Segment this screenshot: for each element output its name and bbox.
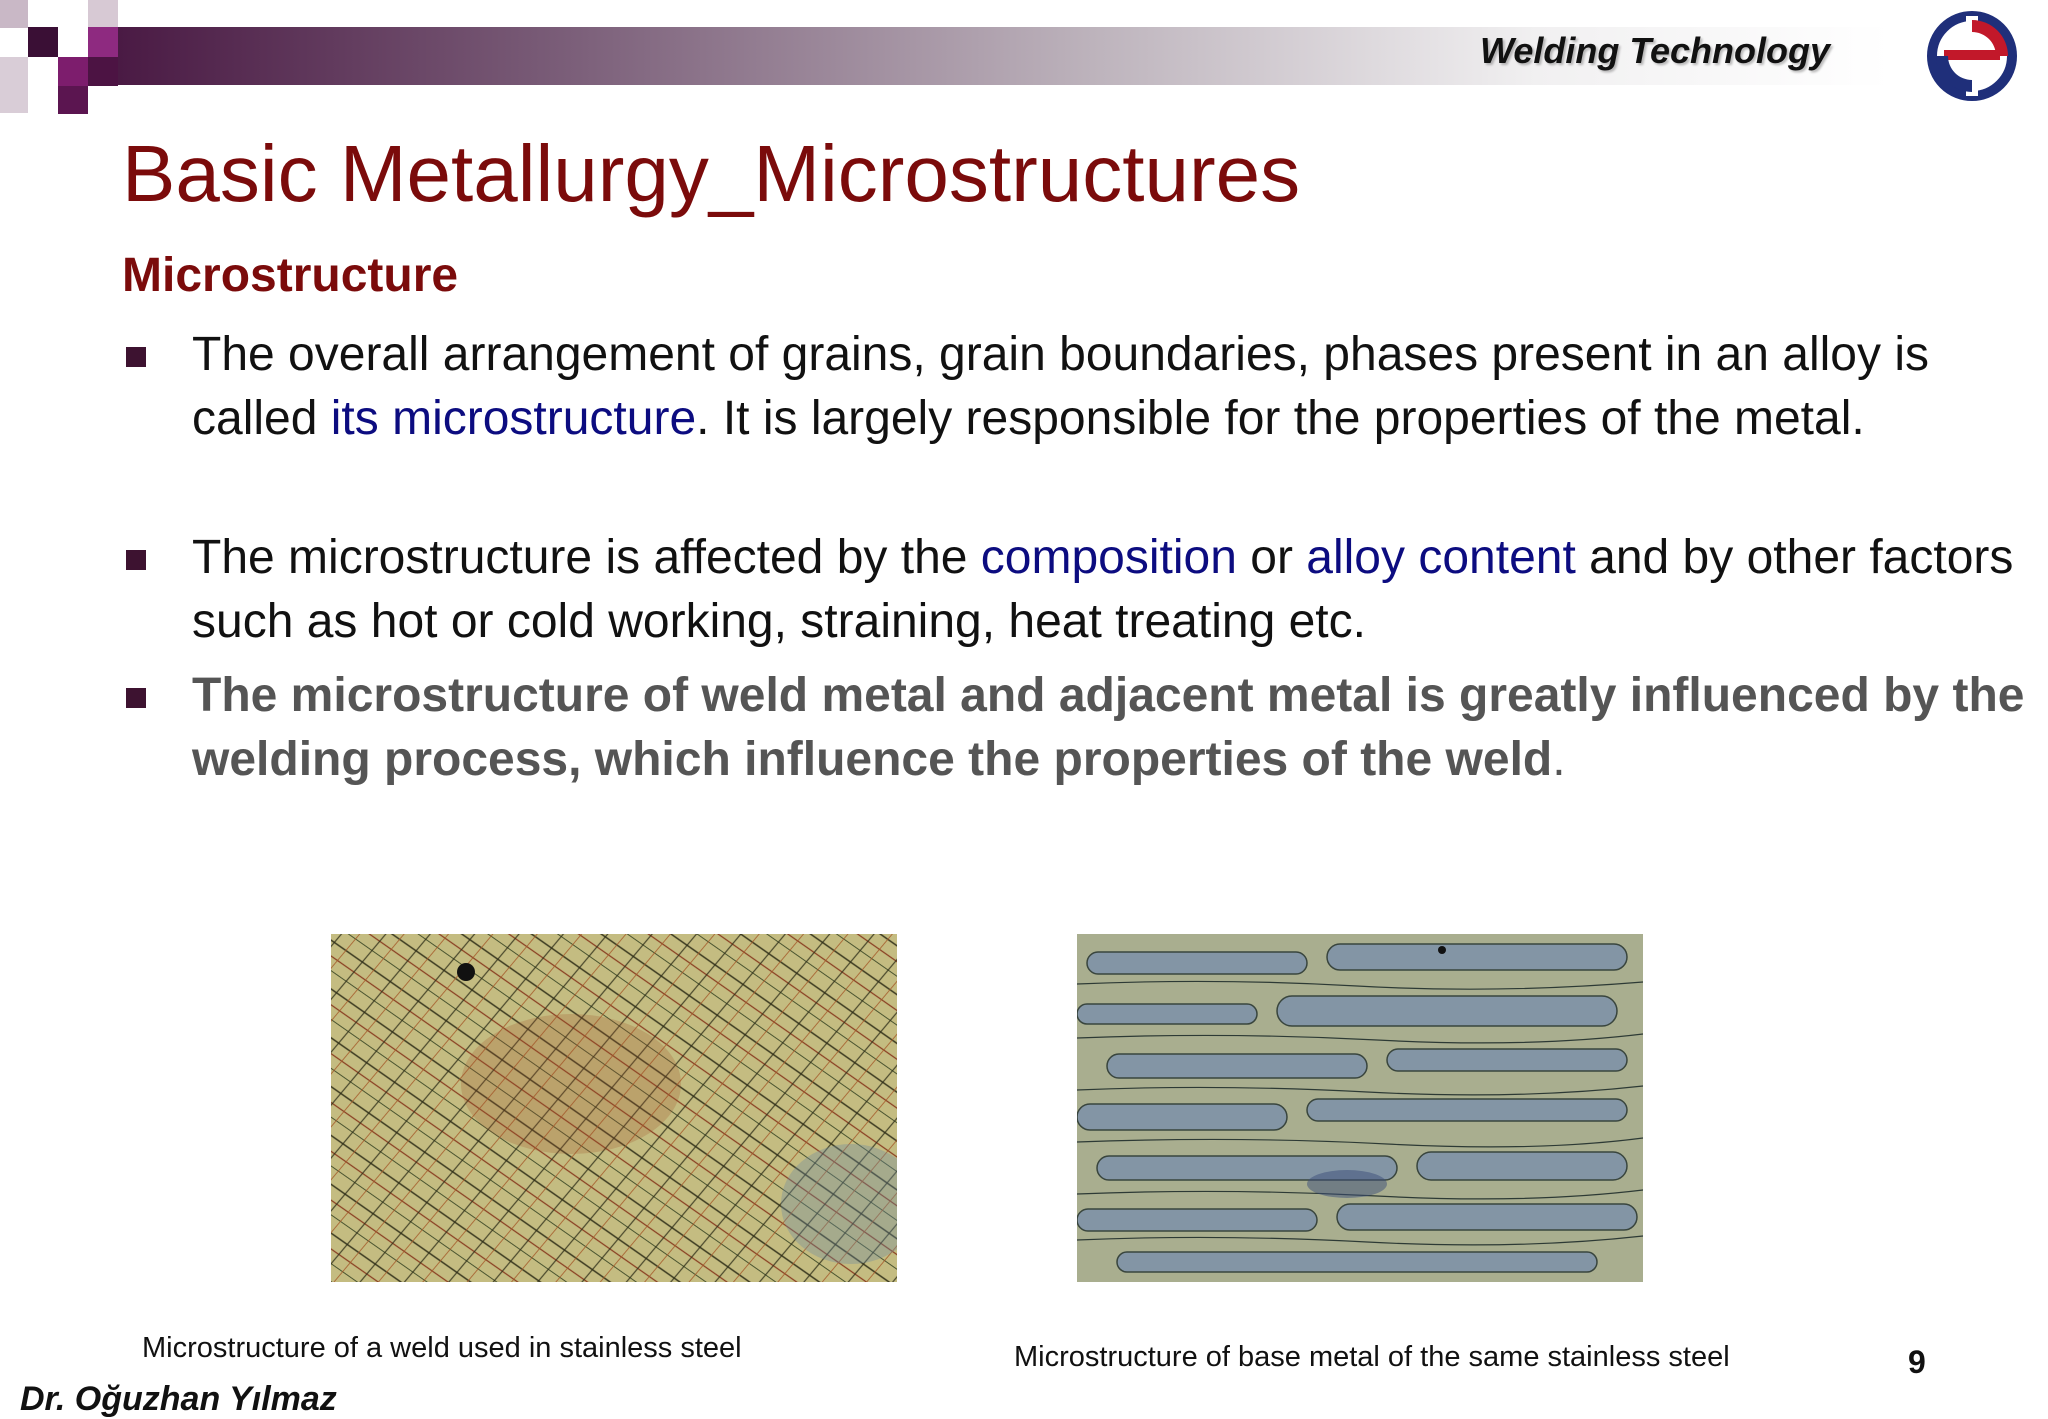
bullet-3-bold-text: The microstructure of weld metal and adjacent metal is greatly influenced by the welding process, which influence the properties of the weld xyxy=(192,669,2025,786)
page-number: 9 xyxy=(1908,1344,1926,1380)
bullet-1-text-part2: . It is largely responsible for the properties of the metal. xyxy=(696,392,1865,445)
left-image-caption: Microstructure of a weld used in stainless steel xyxy=(142,1332,742,1364)
bullet-text-1 xyxy=(192,323,2042,451)
base-metal-microstructure-image xyxy=(1077,934,1643,1282)
bullet-text-3 xyxy=(192,664,2042,792)
bullet-2-highlight-composition: composition xyxy=(980,531,1237,584)
section-heading: Microstructure xyxy=(122,249,459,302)
weld-microstructure-image xyxy=(331,934,897,1282)
bullet-2-text-part2: or xyxy=(1236,531,1307,584)
bullet-square-icon xyxy=(126,550,146,570)
bullet-3-tail: . xyxy=(1552,733,1566,786)
author-name: Dr. Oğuzhan Yılmaz xyxy=(20,1380,337,1418)
bullet-square-icon xyxy=(126,347,146,367)
university-logo-icon xyxy=(1926,10,2018,102)
right-image-caption: Microstructure of base metal of the same stainless steel xyxy=(1014,1341,1730,1373)
bullet-2-text-part1: The microstructure is affected by the xyxy=(192,531,981,584)
bullet-text-2 xyxy=(192,526,2042,654)
bullet-2-text-part3: and by other factors such as hot or cold working, straining, heat treating etc. xyxy=(192,531,2014,648)
bullet-1-highlight: its microstructure xyxy=(330,392,697,445)
bullet-1-text-part1: The overall arrangement of grains, grain boundaries, phases present in an alloy is called xyxy=(192,328,1929,445)
course-title: Welding Technology xyxy=(1480,30,1830,71)
slide-title: Basic Metallurgy_Microstructures xyxy=(122,129,1301,218)
bullet-2-highlight-alloy-content: alloy content xyxy=(1306,531,1576,584)
bullet-square-icon xyxy=(126,688,146,708)
